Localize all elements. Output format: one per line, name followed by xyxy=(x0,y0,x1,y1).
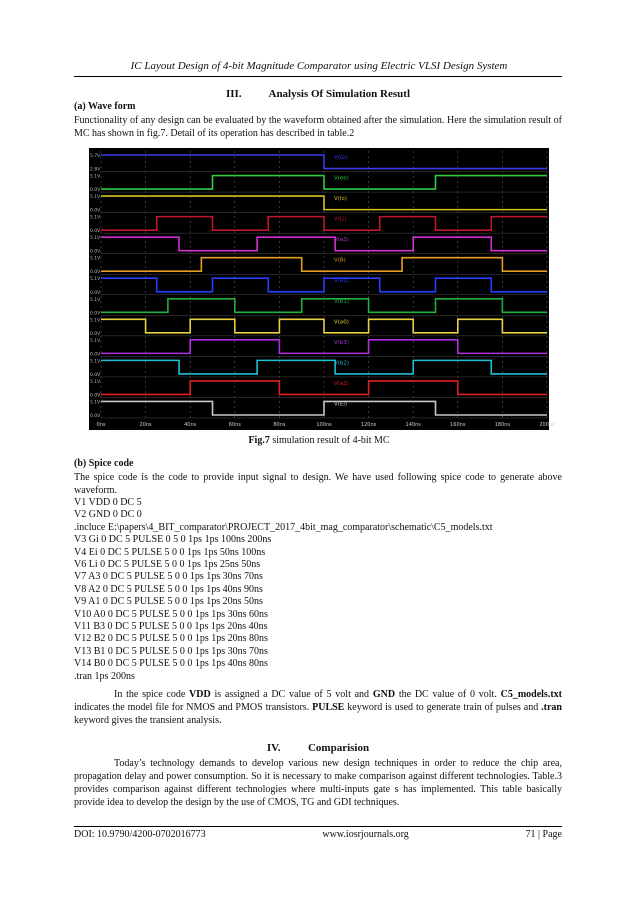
y-tick-label: 0.0V xyxy=(90,311,101,317)
waveform-trace xyxy=(101,319,547,333)
y-tick-label: 0.0V xyxy=(90,414,101,419)
x-tick-label: 140ns xyxy=(405,422,421,428)
footer-website: www.iosrjournals.org xyxy=(322,829,409,840)
signal-label: V(b3) xyxy=(334,339,350,346)
footer xyxy=(74,829,562,840)
y-tick-label: 5.7V xyxy=(90,154,101,159)
waveform-trace xyxy=(101,217,547,231)
x-tick-label: 200ns xyxy=(539,422,555,428)
signal-label: V(Li) xyxy=(334,216,347,223)
x-tick-label: 80ns xyxy=(273,422,286,428)
y-tick-label: 0.0V xyxy=(90,188,101,194)
y-tick-label: 5.1V xyxy=(90,338,101,344)
keyword-gnd: GND xyxy=(372,689,396,700)
y-tick-label: 0.0V xyxy=(90,393,101,399)
keyword-vdd: VDD xyxy=(189,689,211,700)
code-line: V8 A2 0 DC 5 PULSE 5 0 0 1ps 1ps 40ns 90ns xyxy=(74,583,263,595)
section-4-heading xyxy=(74,742,562,754)
section-4-title: Comparision xyxy=(307,742,370,754)
y-tick-label: 2.8V xyxy=(90,167,101,173)
signal-label: V(a1) xyxy=(334,278,349,285)
signal-label: V(lo) xyxy=(334,196,347,203)
y-tick-label: 0.0V xyxy=(90,208,101,214)
footer-doi: DOI: 10.9790/4200-0702016773 xyxy=(74,829,206,840)
figure-caption xyxy=(0,435,638,446)
expl-text: In the spice code xyxy=(114,689,190,700)
signal-label: V(a0) xyxy=(334,319,349,326)
x-tick-label: 120ns xyxy=(360,422,377,428)
code-line: V10 A0 0 DC 5 PULSE 5 0 0 1ps 1ps 30ns 60ns xyxy=(74,608,268,620)
x-tick-label: 0ns xyxy=(96,422,106,428)
y-tick-label: 5.1V xyxy=(90,297,101,303)
signal-label: V(Gi) xyxy=(334,155,348,161)
subsection-a-label: (a) Wave form xyxy=(74,101,136,112)
y-tick-label: 0.0V xyxy=(90,290,101,296)
paragraph-comparision: Today’s technology demands to develop various new design techniques in order to reduce the chip area, propagation delay and power consumption. So it is necessary to make comparison against different technologies. Table.3 provides comparison against different technologies where multi-inputs gate s has implemented. This table basically provide idea to develop the design by the use of CMOS, TG and GDI techniques. xyxy=(74,758,562,808)
footer-page-number: 71 | Page xyxy=(525,829,562,840)
code-line: V13 B1 0 DC 5 PULSE 5 0 0 1ps 1ps 30ns 70ns xyxy=(74,645,268,657)
keyword-pulse: PULSE xyxy=(312,702,345,713)
waveform-trace xyxy=(101,278,547,292)
x-tick-label: 20ns xyxy=(139,422,152,428)
paragraph-spice: The spice code is the code to provide input signal to design. We have used following spice code to generate above waveform. xyxy=(74,472,562,496)
keyword-models-file: C5_models.txt xyxy=(500,689,562,700)
signal-label: V(a2) xyxy=(334,380,349,387)
signal-label: V(a3) xyxy=(334,237,349,244)
spice-code-block xyxy=(74,497,562,683)
y-tick-label: 5.1V xyxy=(90,236,101,242)
y-tick-label: 0.0V xyxy=(90,331,101,337)
code-line: V9 A1 0 DC 5 PULSE 5 0 0 1ps 1ps 20ns 50ns xyxy=(74,596,263,608)
x-tick-label: 40ns xyxy=(184,422,197,428)
code-line: V7 A3 0 DC 5 PULSE 5 0 0 1ps 1ps 30ns 70ns xyxy=(74,571,263,583)
waveform-trace xyxy=(101,176,547,190)
signal-label: V(B) xyxy=(334,257,346,264)
x-tick-label: 100ns xyxy=(316,422,332,428)
section-3-number: III. xyxy=(226,88,242,100)
figure-caption-text: simulation result of 4-bit MC xyxy=(269,435,390,446)
expl-text: keyword gives the transient analysis. xyxy=(74,715,222,726)
y-tick-label: 0.0V xyxy=(90,249,101,255)
waveform-trace xyxy=(101,237,547,251)
footer-rule xyxy=(74,826,562,827)
keyword-tran: .tran xyxy=(541,702,562,713)
y-tick-label: 5.1V xyxy=(90,195,101,201)
section-4-number: IV. xyxy=(266,742,281,754)
running-header: IC Layout Design of 4-bit Magnitude Comparator using Electric VLSI Design System xyxy=(130,60,508,72)
waveform-trace xyxy=(101,299,547,313)
section-3-title: Analysis Of Simulation Resutl xyxy=(268,88,410,100)
signal-label: V(b1) xyxy=(334,298,350,305)
y-tick-label: 5.1V xyxy=(90,318,101,324)
y-tick-label: 5.1V xyxy=(90,400,101,406)
subsection-b-label: (b) Spice code xyxy=(74,458,134,469)
section-3-heading xyxy=(74,88,562,100)
y-tick-label: 5.1V xyxy=(90,174,101,180)
y-tick-label: 5.1V xyxy=(90,277,101,283)
signal-label: V(b2) xyxy=(334,360,350,367)
expl-text: the DC value of 0 volt. xyxy=(395,689,501,700)
x-tick-label: 60ns xyxy=(228,422,241,428)
expl-text: keyword is used to generate train of pulses and xyxy=(344,702,542,713)
waveform-trace xyxy=(101,155,547,169)
code-line: V6 Li 0 DC 5 PULSE 5 0 0 1ps 1ps 25ns 50ns xyxy=(74,559,261,571)
y-tick-label: 0.0V xyxy=(90,352,101,358)
y-tick-label: 5.1V xyxy=(90,215,101,221)
header-rule xyxy=(74,76,562,77)
code-line: V11 B3 0 DC 5 PULSE 5 0 0 1ps 1ps 20ns 40ns xyxy=(74,621,268,633)
paragraph-spice-explanation xyxy=(74,688,562,727)
y-tick-label: 0.0V xyxy=(90,270,101,276)
y-tick-label: 0.0V xyxy=(90,229,101,235)
paragraph-waveform: Functionality of any design can be evaluated by the waveform obtained after the simulation. Here the simulation result of MC has shown in fig.7. Detail of its operation has described in table.2 xyxy=(74,115,562,139)
waveform-trace xyxy=(101,258,547,272)
y-tick-label: 5.1V xyxy=(90,359,101,365)
code-line: V14 B0 0 DC 5 PULSE 5 0 0 1ps 1ps 40ns 80ns xyxy=(74,658,268,670)
x-tick-label: 180ns xyxy=(494,422,511,428)
code-line: .incluce E:\papers\4_BIT_comparator\PROJECT_2017_4bit_mag_comparator\schematic\C5_models.txt xyxy=(74,521,493,533)
code-line: V4 Ei 0 DC 5 PULSE 5 0 0 1ps 1ps 50ns 100ns xyxy=(74,546,266,558)
y-tick-label: 0.0V xyxy=(90,372,101,378)
waveform-trace xyxy=(101,196,547,210)
y-tick-label: 5.1V xyxy=(90,379,101,385)
waveform-figure xyxy=(89,148,555,430)
code-line: V2 GND 0 DC 0 xyxy=(74,509,142,521)
code-line: V1 VDD 0 DC 5 xyxy=(74,497,142,508)
waveform-plot xyxy=(89,148,555,430)
code-line: .tran 1ps 200ns xyxy=(74,670,135,682)
expl-text: indicates the model file for NMOS and PMOS transistors. xyxy=(74,702,313,713)
expl-text: is assigned a DC value of 5 volt and xyxy=(210,689,373,700)
code-line: V3 Gi 0 DC 5 PULSE 0 5 0 1ps 1ps 100ns 200ns xyxy=(74,534,272,546)
y-tick-label: 5.1V xyxy=(90,256,101,262)
signal-label: V(Ei) xyxy=(334,401,348,408)
code-line: V12 B2 0 DC 5 PULSE 5 0 0 1ps 1ps 20ns 80ns xyxy=(74,633,268,645)
signal-label: V(ee) xyxy=(334,175,349,182)
x-tick-label: 160ns xyxy=(450,422,466,428)
figure-caption-label: Fig.7 xyxy=(248,435,270,446)
waveform-trace xyxy=(101,401,547,415)
